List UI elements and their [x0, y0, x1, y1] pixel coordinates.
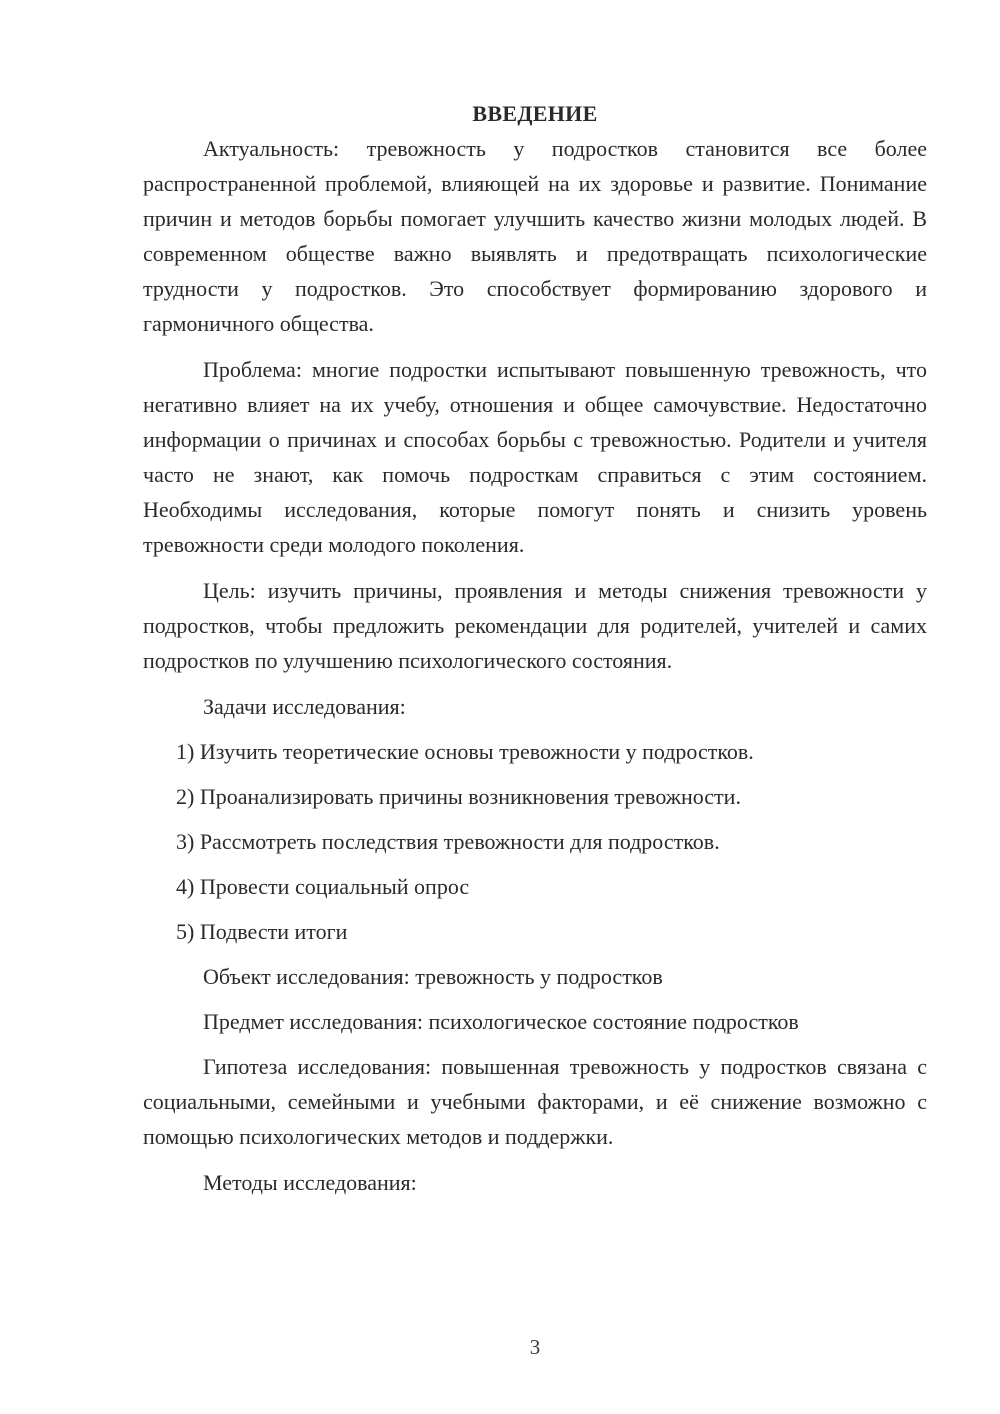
goal-paragraph: Цель: изучить причины, проявления и методы снижения тревожности у подростков, чтобы предложить рекомендации для родителей, учителей и самих подростков по улучшению психологического состояния.: [143, 578, 927, 673]
page-number: 3: [529, 1335, 541, 1359]
tasks-list: [143, 734, 927, 949]
problem-paragraph: Проблема: многие подростки испытывают повышенную тревожность, что негативно влияет на их учебу, отношения и общее самочувствие. Недостаточно информации о причинах и способах борьбы с тревожностью. Родители и учителя часто не знают, как помочь подросткам справиться с этим состоянием. Необходимы исследования, которые помогут понять и снизить уровень тревожности среди молодого поколения.: [143, 357, 927, 557]
research-object: Объект исследования: тревожность у подростков: [203, 964, 663, 989]
list-item: 5) Подвести итоги: [176, 919, 348, 944]
list-item: 2) Проанализировать причины возникновения тревожности.: [176, 784, 741, 809]
section-title: ВВЕДЕНИЕ: [472, 101, 598, 126]
methods-heading: Методы исследования:: [203, 1170, 417, 1195]
research-subject: Предмет исследования: психологическое состояние подростков: [203, 1009, 799, 1034]
hypothesis-paragraph: Гипотеза исследования: повышенная тревожность у подростков связана с социальными, семейными и учебными факторами, и её снижение возможно с помощью психологических методов и поддержки.: [143, 1054, 927, 1149]
list-item: 1) Изучить теоретические основы тревожности у подростков.: [176, 739, 754, 764]
list-item: 4) Провести социальный опрос: [176, 874, 470, 899]
tasks-heading: Задачи исследования:: [203, 694, 406, 719]
relevance-paragraph: Актуальность: тревожность у подростков становится все более распространенной проблемой, влияющей на их здоровье и развитие. Понимание причин и методов борьбы помогает улучшить качество жизни молодых людей. В современном обществе важно выявлять и предотвращать психологические трудности у подростков. Это способствует формированию здорового и гармоничного общества.: [143, 136, 927, 336]
page-content: [143, 96, 927, 1210]
list-item: 3) Рассмотреть последствия тревожности для подростков.: [176, 829, 720, 854]
